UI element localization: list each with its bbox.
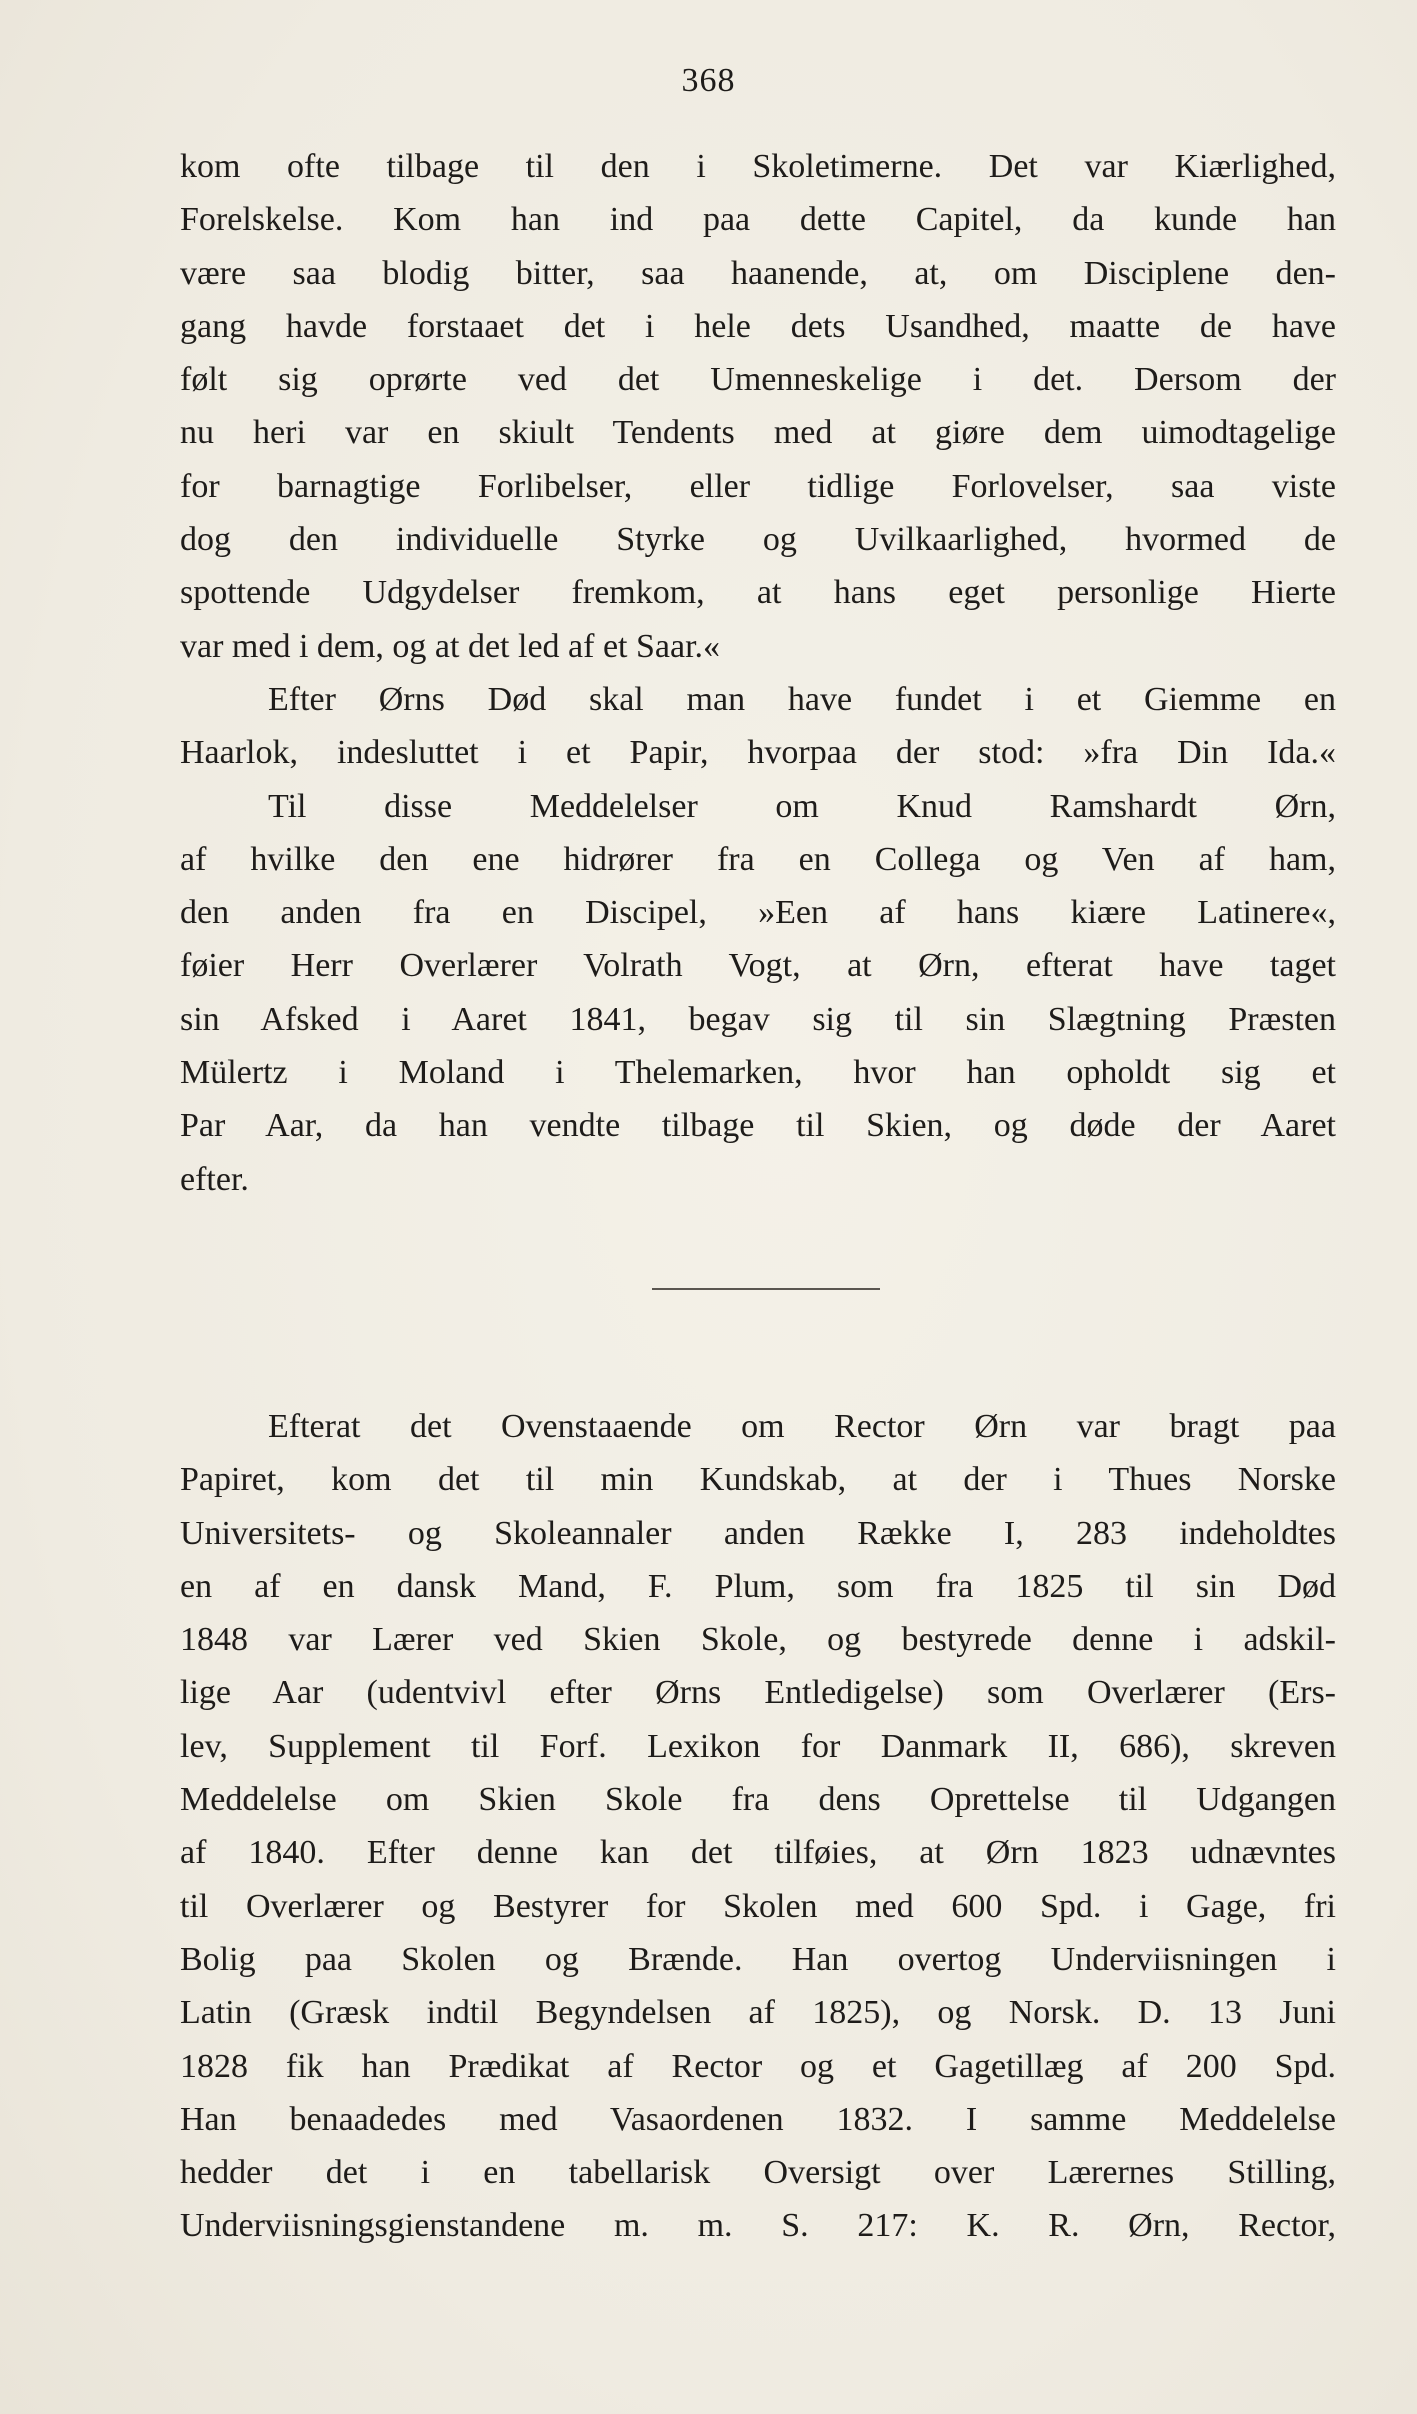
text-line: være saa blodig bitter, saa haanende, at, om Disciplene den- <box>180 254 1336 292</box>
text-line: 1828 fik han Prædikat af Rector og et Gagetillæg af 200 Spd. <box>180 2047 1336 2085</box>
text-line: gang havde forstaaet det i hele dets Usandhed, maatte de have <box>180 307 1336 345</box>
text-line: Par Aar, da han vendte tilbage til Skien, og døde der Aaret <box>180 1107 1336 1145</box>
text-line: Efter Ørns Død skal man have fundet i et Giemme en <box>268 680 1336 718</box>
text-line: en af en dansk Mand, F. Plum, som fra 1825 til sin Død <box>180 1567 1336 1605</box>
text-line: var med i dem, og at det led af et Saar.« <box>180 627 721 665</box>
text-line: Meddelelse om Skien Skole fra dens Oprettelse til Udgangen <box>180 1781 1336 1819</box>
text-line: følt sig oprørte ved det Umenneskelige i det. Dersom der <box>180 361 1336 399</box>
text-line: dog den individuelle Styrke og Uvilkaarlighed, hvormed de <box>180 521 1336 559</box>
text-line: Til disse Meddelelser om Knud Ramshardt Ørn, <box>268 787 1336 825</box>
text-line: Han benaadedes med Vasaordenen 1832. I samme Meddelelse <box>180 2100 1336 2138</box>
text-line: Latin (Græsk indtil Begyndelsen af 1825), og Norsk. D. 13 Juni <box>180 1994 1336 2032</box>
text-line: til Overlærer og Bestyrer for Skolen med 600 Spd. i Gage, fri <box>180 1887 1336 1925</box>
page-number: 368 <box>681 62 736 99</box>
text-line: Universitets- og Skoleannaler anden Række I, 283 indeholdtes <box>180 1514 1336 1552</box>
text-line: nu heri var en skiult Tendents med at giøre dem uimodtagelige <box>180 414 1336 452</box>
text-line: lev, Supplement til Forf. Lexikon for Danmark II, 686), skreven <box>180 1727 1336 1765</box>
text-line: af 1840. Efter denne kan det tilføies, at Ørn 1823 udnævntes <box>180 1834 1336 1872</box>
text-line: føier Herr Overlærer Volrath Vogt, at Ørn, efterat have taget <box>180 947 1336 985</box>
text-line: kom ofte tilbage til den i Skoletimerne. Det var Kiærlighed, <box>180 148 1336 185</box>
text-line: 1848 var Lærer ved Skien Skole, og bestyrede denne i adskil- <box>180 1621 1336 1659</box>
text-line: Papiret, kom det til min Kundskab, at der i Thues Norske <box>180 1461 1336 1499</box>
text-block-2 <box>180 1400 1336 2253</box>
text-line: Bolig paa Skolen og Brænde. Han overtog Underviisningen i <box>180 1940 1336 1978</box>
text-line: Underviisningsgienstandene m. m. S. 217: K. R. Ørn, Rector, <box>180 2207 1336 2245</box>
text-line: efter. <box>180 1160 249 1198</box>
text-line: for barnagtige Forlibelser, eller tidlige Forlovelser, saa viste <box>180 467 1336 505</box>
text-line: lige Aar (udentvivl efter Ørns Entledigelse) som Overlærer (Ers- <box>180 1674 1336 1712</box>
text-line: Haarlok, indesluttet i et Papir, hvorpaa der stod: »fra Din Ida.« <box>180 734 1336 772</box>
text-line: Mülertz i Moland i Thelemarken, hvor han opholdt sig et <box>180 1054 1336 1092</box>
text-line: Efterat det Ovenstaaende om Rector Ørn var bragt paa <box>268 1408 1336 1445</box>
text-line: sin Afsked i Aaret 1841, begav sig til sin Slægtning Præsten <box>180 1000 1336 1038</box>
text-line: spottende Udgydelser fremkom, at hans eget personlige Hierte <box>180 574 1336 612</box>
text-line: Forelskelse. Kom han ind paa dette Capitel, da kunde han <box>180 201 1336 239</box>
text-line: hedder det i en tabellarisk Oversigt over Lærernes Stilling, <box>180 2154 1336 2192</box>
text-line: den anden fra en Discipel, »Een af hans kiære Latinere«, <box>180 894 1336 932</box>
section-divider <box>652 1288 880 1290</box>
text-block-1 <box>180 140 1336 1206</box>
text-line: af hvilke den ene hidrører fra en Collega og Ven af ham, <box>180 840 1336 878</box>
